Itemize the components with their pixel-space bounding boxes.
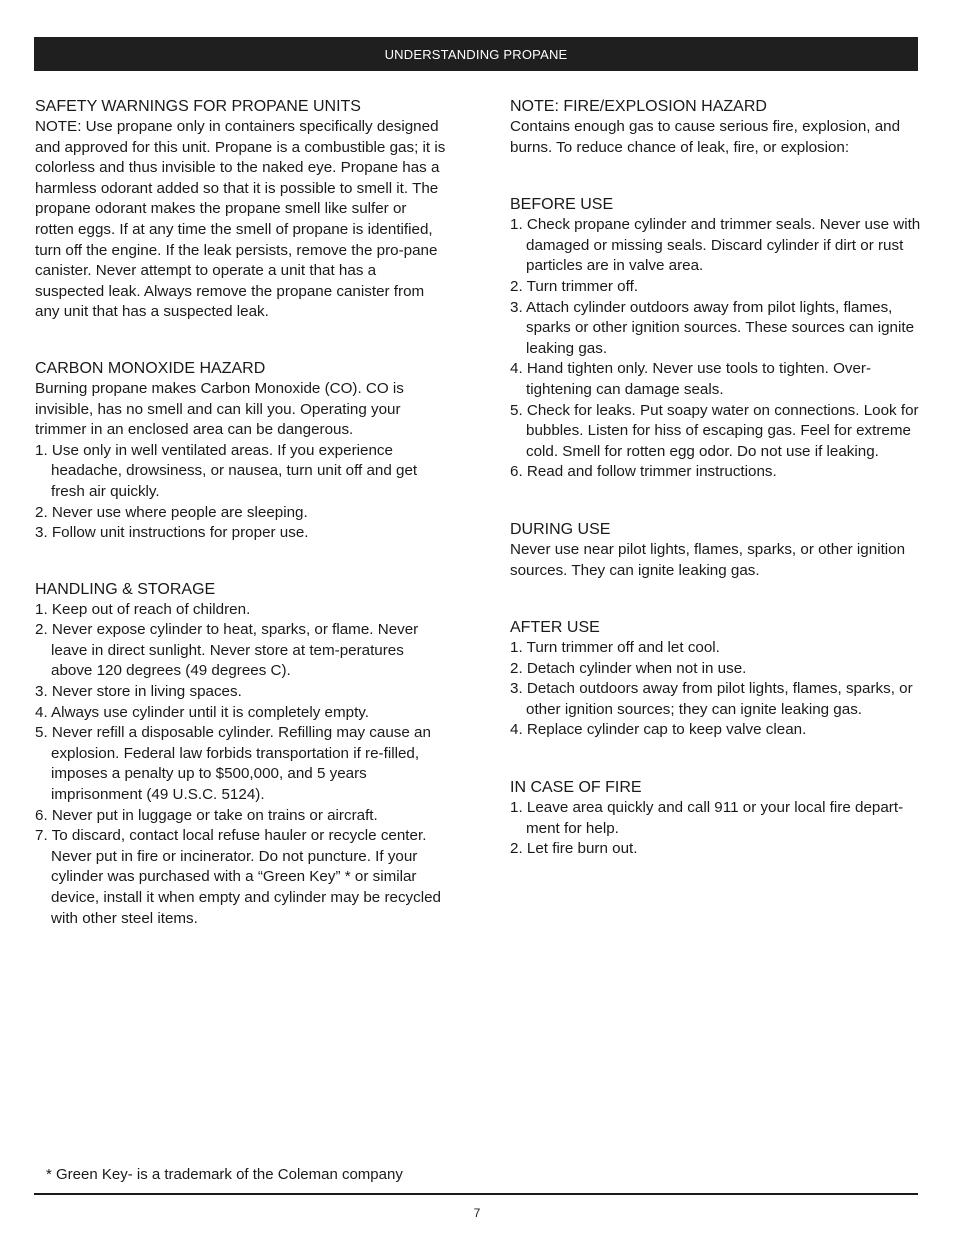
handling-storage-section: [35, 579, 447, 930]
in-case-of-fire-title: IN CASE OF FIRE: [510, 779, 642, 797]
list-item: 3. Detach outdoors away from pilot lights, flames, sparks, or other ignition sources; they can ignite leaking gas.: [510, 680, 913, 718]
fire-explosion-note-body: Contains enough gas to cause serious fire, explosion, and burns. To reduce chance of leak, fire, or explosion:: [510, 118, 901, 156]
during-use-title: DURING USE: [510, 520, 611, 538]
handling-storage-list: [35, 600, 447, 930]
list-item: 3. Attach cylinder outdoors away from pilot lights, flames, sparks or other ignition sources. These sources can ignite leaking gas.: [510, 298, 915, 357]
list-item: 2. Let fire burn out.: [510, 840, 638, 858]
after-use-section: [510, 617, 924, 741]
carbon-monoxide-list: [35, 441, 447, 544]
safety-warnings-body: NOTE: Use propane only in containers specifically designed and approved for this unit. Propane is a combustible gas; it is colorless and thus invisible to the naked eye. Propane has a harmless odorant added so that it is possible to smell it. The propane odorant makes the propane smell like sulfer or rotten eggs. If at any time the smell of propane is identified, turn off the engine. If the leak persists, remove the pro-pane canister. Never attempt to operate a unit that has a suspected leak. Always remove the propane canister from any unit that has a suspected leak.: [35, 118, 446, 321]
list-item: 1. Turn trimmer off and let cool.: [510, 639, 720, 657]
in-case-of-fire-list: [510, 798, 924, 860]
after-use-title: AFTER USE: [510, 619, 600, 637]
list-item: 2. Never use where people are sleeping.: [35, 503, 308, 521]
fire-explosion-note-title: NOTE: FIRE/EXPLOSION HAZARD: [510, 98, 767, 115]
section-header-title: UNDERSTANDING PROPANE: [384, 46, 568, 62]
footer-divider: [34, 1193, 918, 1195]
trademark-footnote: * Green Key- is a trademark of the Coleman company: [46, 1166, 403, 1183]
list-item: 4. Replace cylinder cap to keep valve clean.: [510, 721, 807, 739]
section-header-bar: [34, 37, 918, 71]
fire-explosion-note-section: [510, 96, 924, 158]
list-item: 6. Read and follow trimmer instructions.: [510, 463, 777, 481]
list-item: 1. Keep out of reach of children.: [35, 600, 251, 618]
carbon-monoxide-section: [35, 358, 447, 544]
list-item: 1. Check propane cylinder and trimmer seals. Never use with damaged or missing seals. Discard cylinder if dirt or rust particles are in valve area.: [510, 216, 921, 275]
carbon-monoxide-title: CARBON MONOXIDE HAZARD: [35, 359, 266, 377]
list-item: 2. Turn trimmer off.: [510, 277, 639, 295]
in-case-of-fire-section: [510, 777, 924, 860]
during-use-section: [510, 519, 924, 581]
before-use-list: [510, 215, 924, 483]
safety-warnings-title: SAFETY WARNINGS FOR PROPANE UNITS: [35, 98, 361, 115]
during-use-body: Never use near pilot lights, flames, sparks, or other ignition sources. They can ignite leaking gas.: [510, 540, 906, 579]
list-item: 4. Always use cylinder until it is completely empty.: [35, 703, 369, 721]
left-column: [35, 96, 447, 929]
after-use-list: [510, 638, 924, 741]
list-item: 1. Use only in well ventilated areas. If you experience headache, drowsiness, or nausea, turn unit off and get fresh air quickly.: [35, 441, 418, 500]
list-item: 4. Hand tighten only. Never use tools to tighten. Over-tightening can damage seals.: [510, 360, 872, 398]
list-item: 5. Check for leaks. Put soapy water on connections. Look for bubbles. Listen for hiss of escaping gas. Feel for extreme cold. Smell for rotten egg odor. Do not use if leaking.: [510, 401, 919, 460]
list-item: 2. Never expose cylinder to heat, sparks, or flame. Never leave in direct sunlight. Never store at tem-peratures above 120 degrees (49 degrees C).: [35, 621, 419, 680]
safety-warnings-section: [35, 96, 447, 323]
page-number: 7: [473, 1206, 481, 1220]
list-item: 2. Detach cylinder when not in use.: [510, 659, 747, 677]
carbon-monoxide-body: Burning propane makes Carbon Monoxide (CO). CO is invisible, has no smell and can kill you. Operating your trimmer in an enclosed area can be dangerous.: [35, 379, 404, 439]
right-column: [510, 96, 924, 860]
list-item: 3. Never store in living spaces.: [35, 683, 242, 701]
list-item: 3. Follow unit instructions for proper use.: [35, 524, 309, 542]
list-item: 7. To discard, contact local refuse hauler or recycle center. Never put in fire or incinerator. Do not puncture. If your cylinder was purchased with a “Green Key” * or similar device, install it when empty and cylinder may be recycled with other steel items.: [35, 827, 441, 927]
list-item: 6. Never put in luggage or take on trains or aircraft.: [35, 806, 378, 824]
handling-storage-title: HANDLING & STORAGE: [35, 580, 216, 598]
before-use-title: BEFORE USE: [510, 196, 614, 214]
list-item: 5. Never refill a disposable cylinder. Refilling may cause an explosion. Federal law forbids transportation if re-filled, imposes a penalty up to $500,000, and 5 years imprisonment (49 U.S.C. 5124).: [35, 724, 431, 804]
before-use-section: [510, 194, 924, 483]
list-item: 1. Leave area quickly and call 911 or your local fire depart-ment for help.: [510, 799, 904, 837]
